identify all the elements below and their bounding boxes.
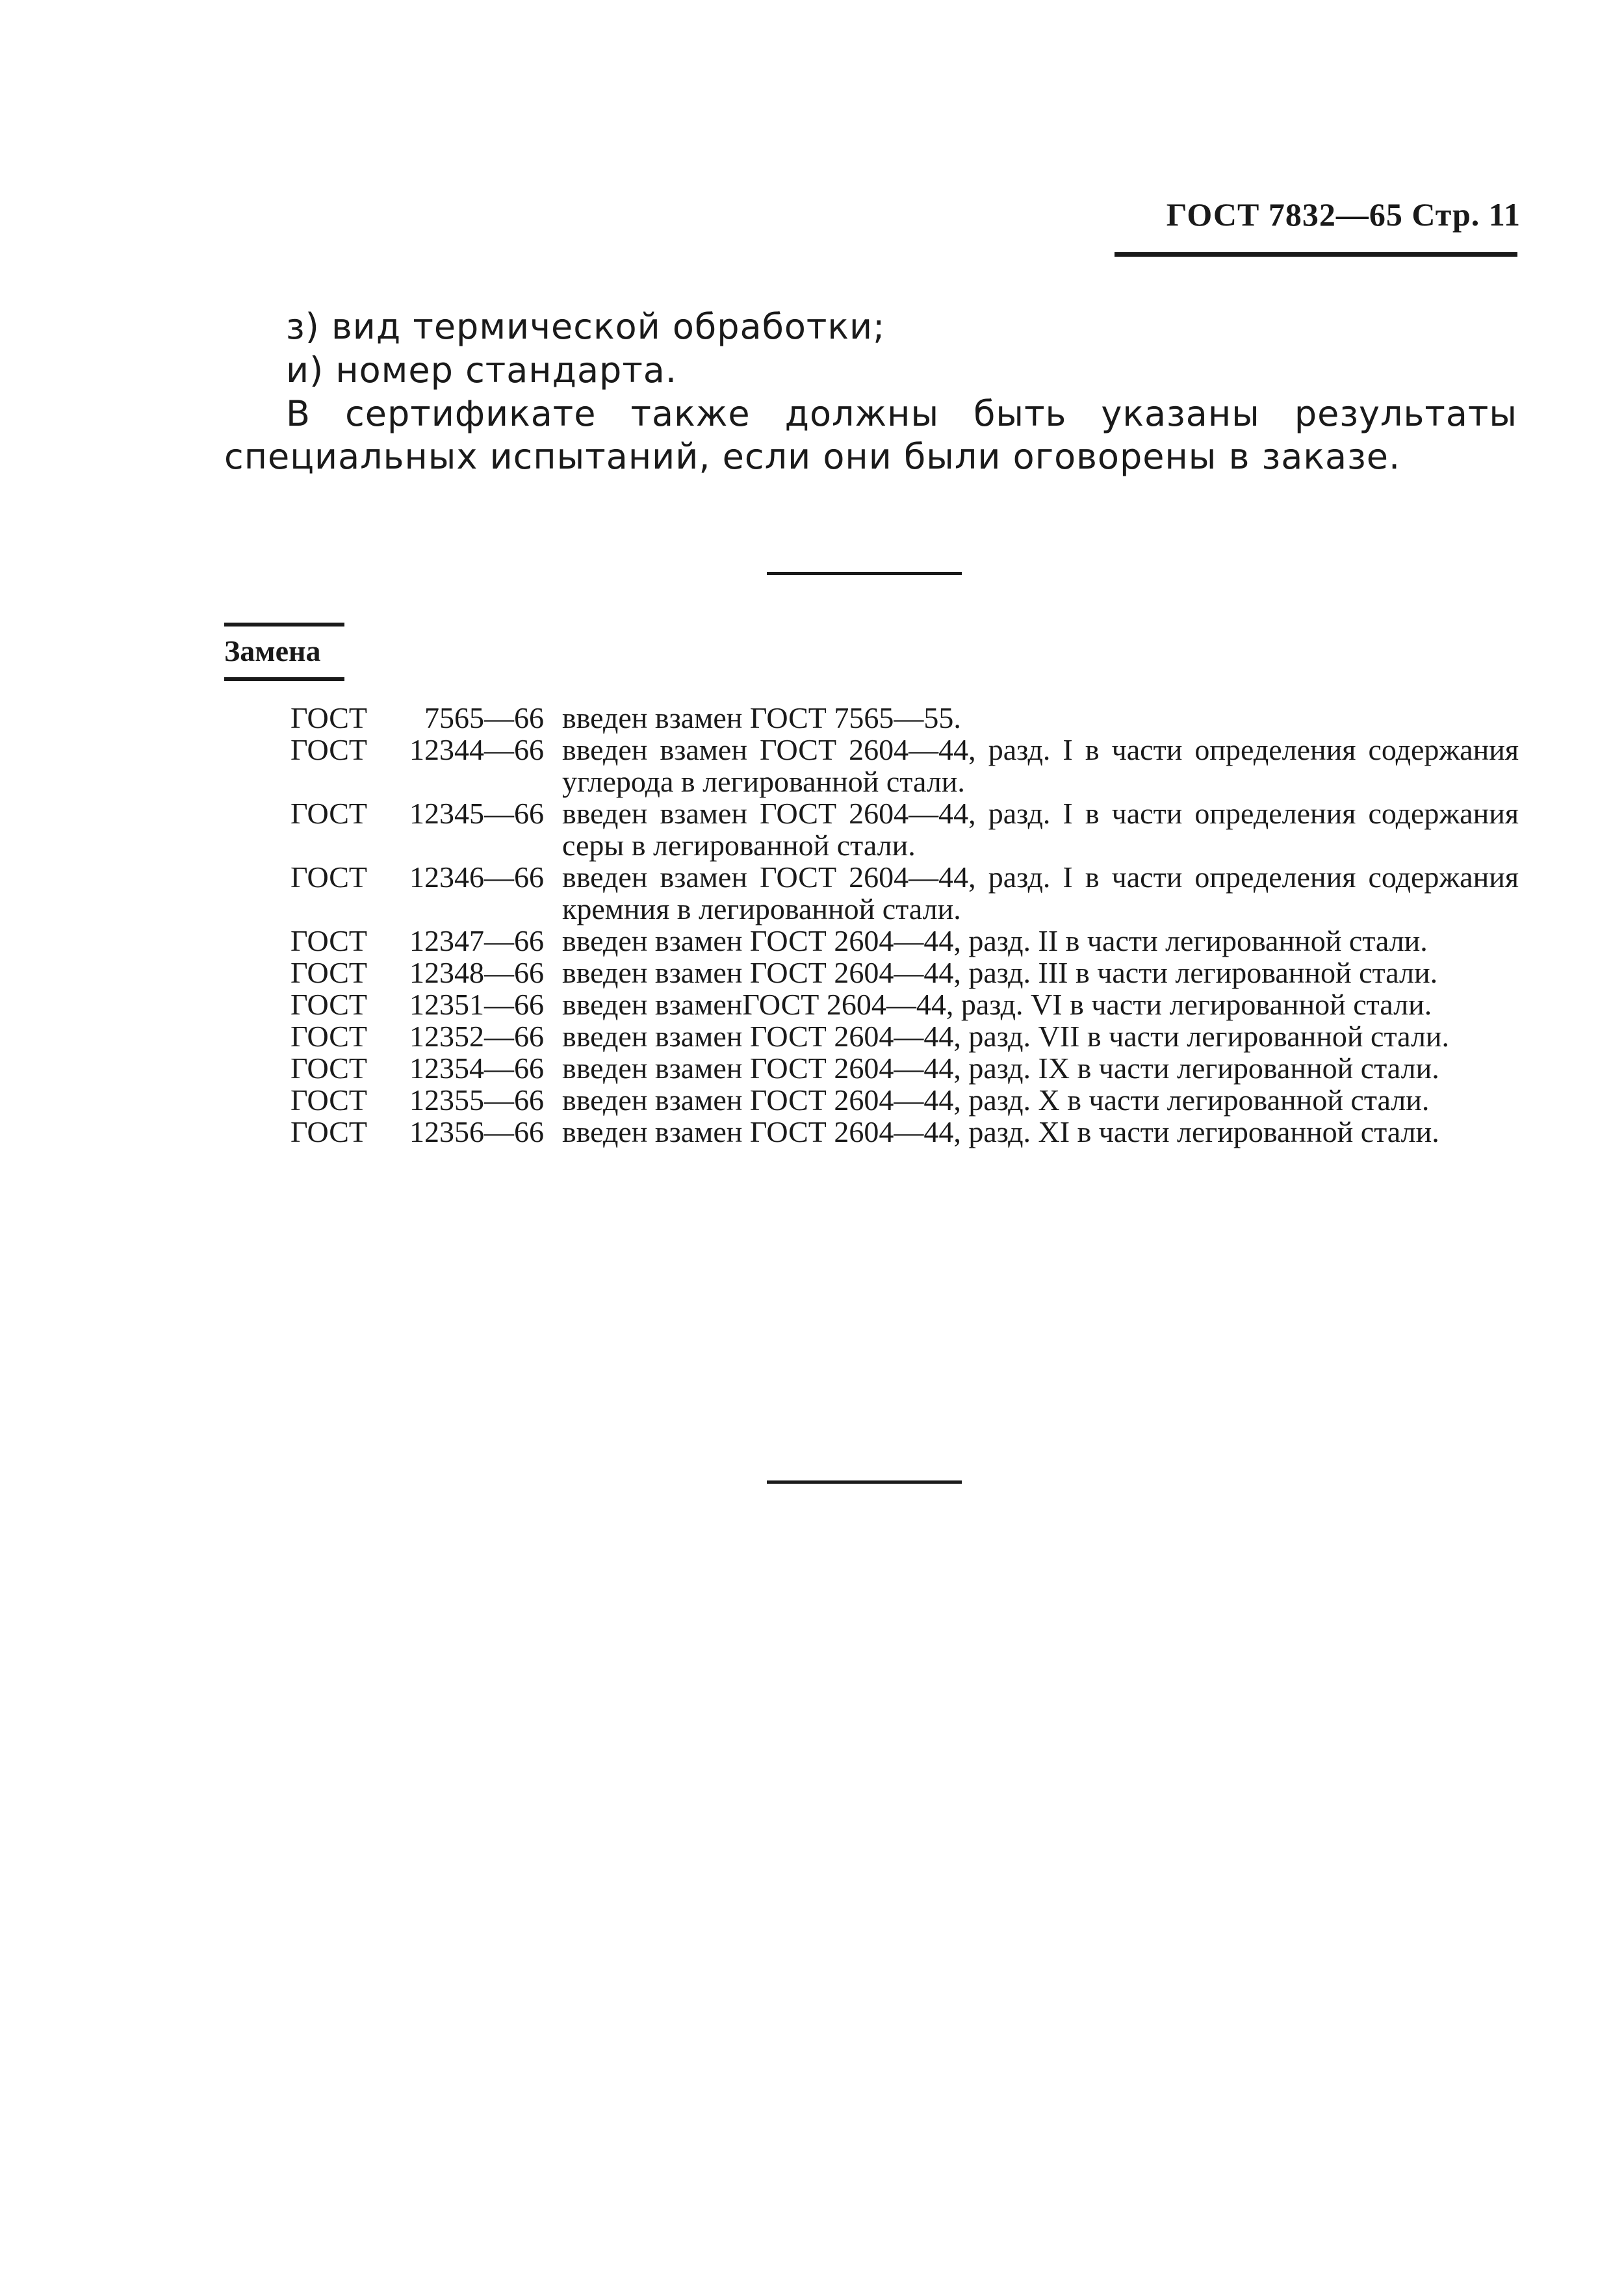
replacement-text: введен взамен ГОСТ 2604—44, разд. II в части легированной стали.	[562, 924, 1428, 957]
certificate-paragraph: В сертификате также должны быть указаны результаты специальных испытаний, если они были оговорены в заказе.	[224, 393, 1517, 477]
gost-number: 12345—66	[409, 797, 544, 830]
header-rule	[1115, 252, 1517, 257]
gost-label: ГОСТ	[290, 1052, 368, 1085]
section-heading-rule-top	[224, 623, 344, 627]
gost-label: ГОСТ	[290, 1115, 368, 1148]
gost-label: ГОСТ	[290, 1083, 368, 1117]
running-header: ГОСТ 7832—65 Стр. 11	[1166, 196, 1521, 233]
replacement-text: введен взамен ГОСТ 2604—44, разд. XI в части легированной стали.	[562, 1115, 1439, 1148]
replacement-text: введен взамен ГОСТ 2604—44, разд. X в части легированной стали.	[562, 1083, 1430, 1117]
gost-label: ГОСТ	[290, 924, 368, 957]
separator-rule-top	[767, 572, 962, 575]
gost-number: 12346—66	[409, 860, 544, 894]
replacement-entry	[290, 1020, 1519, 1052]
gost-number: 12352—66	[409, 1020, 544, 1053]
gost-label: ГОСТ	[290, 733, 368, 766]
separator-rule-bottom	[767, 1480, 962, 1484]
gost-number: 12351—66	[409, 988, 544, 1021]
replacement-text: введен взамен ГОСТ 2604—44, разд. I в части определения содержания кремния в легированной стали.	[562, 860, 1519, 925]
replacement-entry	[290, 1084, 1519, 1116]
replacement-list	[290, 702, 1519, 1148]
gost-number: 12355—66	[409, 1083, 544, 1117]
gost-label: ГОСТ	[290, 1020, 368, 1053]
replacement-entry	[290, 925, 1519, 957]
replacement-text: введен взамен ГОСТ 2604—44, разд. III в части легированной стали.	[562, 956, 1438, 989]
replacement-entry	[290, 988, 1519, 1020]
gost-number: 12347—66	[409, 924, 544, 957]
gost-label: ГОСТ	[290, 860, 368, 894]
gost-number: 12354—66	[409, 1052, 544, 1085]
replacement-entry	[290, 797, 1519, 861]
gost-number: 12344—66	[409, 733, 544, 766]
gost-number: 12356—66	[409, 1115, 544, 1148]
replacement-entry	[290, 702, 1519, 734]
replacement-entry	[290, 734, 1519, 797]
list-item-i: и) номер стандарта.	[286, 350, 678, 391]
gost-label: ГОСТ	[290, 988, 368, 1021]
list-item-z: з) вид термической обработки;	[286, 306, 886, 347]
gost-number: 7565—66	[424, 701, 544, 734]
replacement-entry	[290, 1116, 1519, 1148]
replacement-entry	[290, 1052, 1519, 1084]
replacement-text: введен взамен ГОСТ 2604—44, разд. VII в части легированной стали.	[562, 1020, 1450, 1053]
section-heading: Замена	[224, 634, 321, 667]
replacement-entry	[290, 861, 1519, 925]
gost-label: ГОСТ	[290, 797, 368, 830]
replacement-entry	[290, 957, 1519, 988]
gost-label: ГОСТ	[290, 701, 368, 734]
gost-number: 12348—66	[409, 956, 544, 989]
replacement-text: введен взаменГОСТ 2604—44, разд. VI в части легированной стали.	[562, 988, 1432, 1021]
replacement-text: введен взамен ГОСТ 2604—44, разд. I в части определения содержания углерода в легированной стали.	[562, 733, 1519, 798]
replacement-text: введен взамен ГОСТ 2604—44, разд. IX в части легированной стали.	[562, 1052, 1439, 1085]
section-heading-rule-bottom	[224, 677, 344, 681]
replacement-text: введен взамен ГОСТ 7565—55.	[562, 701, 961, 734]
gost-label: ГОСТ	[290, 956, 368, 989]
replacement-text: введен взамен ГОСТ 2604—44, разд. I в части определения содержания серы в легированной стали.	[562, 797, 1519, 862]
